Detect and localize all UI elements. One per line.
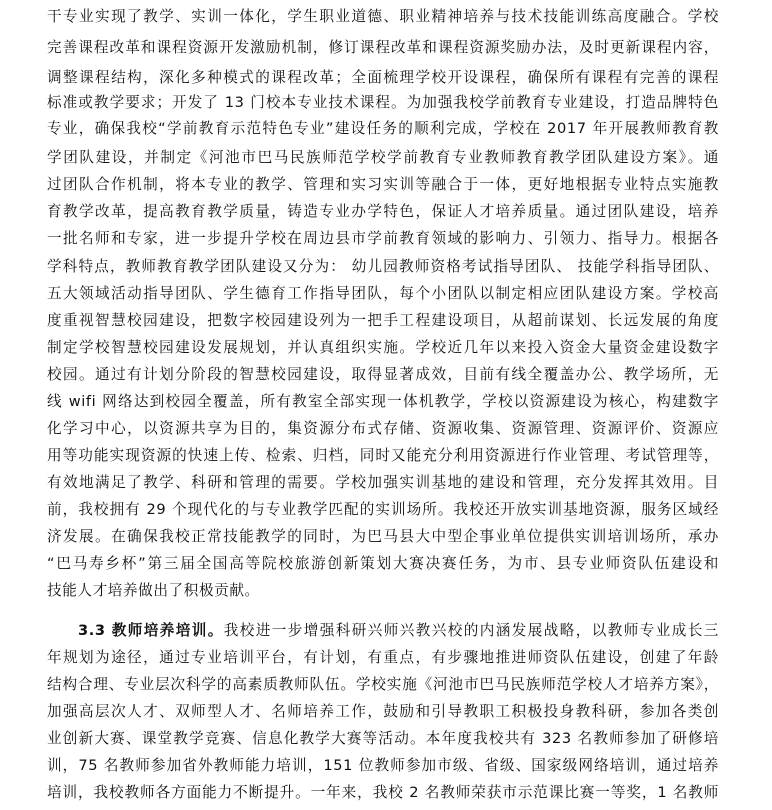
paragraph-line: 完善课程改革和课程资源开发激励机制，修订课程改革和课程资源奖励办法，及时更新课程内容，: [47, 39, 719, 56]
paragraph-line: 技能人才培养做出了积极贡献。: [47, 582, 260, 599]
paragraph-line: 前，我校拥有 29 个现代化的与专业教学匹配的实训场所。我校还开放实训基地资源，服务区域经: [47, 501, 719, 518]
paragraph-line: 结构合理、专业层次科学的高素质教师队伍。学校实施《河池市巴马民族师范学校人才培养方案》，: [47, 676, 719, 693]
paragraph-line: 加强高层次人才、双师型人才、名师培养工作，鼓励和引导教职工积极投身教科研，参加各类创: [47, 703, 719, 720]
paragraph-line: 学团队建设，并制定《河池市巴马民族师范学校学前教育专业教师教育教学团队建设方案》。通: [47, 149, 719, 166]
paragraph-line: 学科特点，教师教育教学团队建设又分为： 幼儿园教师资格考试指导团队、 技能学科指导团队、: [47, 258, 719, 275]
paragraph-line: 培训，我校教师各方面能力不断提升。一年来，我校 2 名教师荣获市示范课比赛一等奖，1 名教师: [47, 784, 719, 801]
paragraph-line: 标准或教学要求；开发了 13 门校本专业技术课程。为加强我校学前教育专业建设，打造品牌特色: [47, 94, 719, 111]
section-heading-line: [78, 616, 719, 646]
section-title: 教师培养培训。: [111, 622, 224, 639]
paragraph-line: 调整课程结构，深化多种模式的课程改革；全面梳理学校开设课程，确保所有课程有完善的课程: [47, 69, 719, 86]
paragraph-line: 一批名师和专家，进一步提升学校在周边县市学前教育领域的影响力、引领力、指导力。根据各: [47, 230, 719, 247]
paragraph-line: “巴马寿乡杯”第三届全国高等院校旅游创新策划大赛决赛任务，为市、县专业师资队伍建设和: [47, 555, 719, 572]
paragraph-line: 度重视智慧校园建设，把数字校园建设列为一把手工程建设项目，从超前谋划、长远发展的角度: [47, 312, 719, 329]
paragraph-line: 专业，确保我校“学前教育示范特色专业”建设任务的顺利完成，学校在 2017 年开展教师教育教: [47, 120, 719, 137]
paragraph-line: 育教学改革，提高教育教学质量，铸造专业办学特色，保证人才培养质量。通过团队建设，培养: [47, 203, 719, 220]
paragraph-line: 训，75 名教师参加省外教师能力培训，151 位教师参加市级、省级、国家级网络培训，通过培养: [47, 757, 719, 774]
paragraph-line: 线 wifi 网络达到校园全覆盖，所有教室全部实现一体机教学，学校以资源建设为核心，构建数字: [47, 393, 719, 410]
paragraph-line: 年规划为途径，通过专业培训平台，有计划，有重点，有步骤地推进师资队伍建设，创建了年龄: [47, 649, 719, 666]
paragraph-line: 五大领域活动指导团队、学生德育工作指导团队，每个小团队以制定相应团队建设方案。学校高: [47, 285, 719, 302]
paragraph-line: 用等功能实现资源的快速上传、检索、归档，同时又能充分利用资源进行作业管理、考试管理等，: [47, 447, 719, 464]
paragraph-text: 我校进一步增强科研兴师兴教兴校的内涵发展战略，以教师专业成长三: [223, 622, 719, 639]
paragraph-line: 制定学校智慧校园建设发展规划，并认真组织实施。学校近几年以来投入资金大量资金建设数字: [47, 339, 719, 356]
paragraph-line: 化学习中心，以资源共享为目的，集资源分布式存储、资源收集、资源管理、资源评价、资源应: [47, 420, 719, 437]
paragraph-line: 过团队合作机制，将本专业的教学、管理和实习实训等融合于一体，更好地根据专业特点实施教: [47, 176, 719, 193]
paragraph-line: 干专业实现了教学、实训一体化，学生职业道德、职业精神培养与技术技能训练高度融合。学校: [47, 8, 719, 25]
paragraph-line: 有效地满足了教学、科研和管理的需要。学校加强实训基地的建设和管理，充分发挥其效用。目: [47, 474, 719, 491]
paragraph-line: 业创新大赛、课堂教学竞赛、信息化教学大赛等活动。本年度我校共有 323 名教师参加了研修培: [47, 730, 719, 747]
paragraph-line: 校园。通过有计划分阶段的智慧校园建设，取得显著成效，目前有线全覆盖办公、教学场所，无: [47, 366, 719, 383]
paragraph-line: 济发展。在确保我校正常技能教学的同时，为巴马县大中型企事业单位提供实训培训场所，承办: [47, 528, 719, 545]
section-number: 3.3: [78, 622, 106, 639]
